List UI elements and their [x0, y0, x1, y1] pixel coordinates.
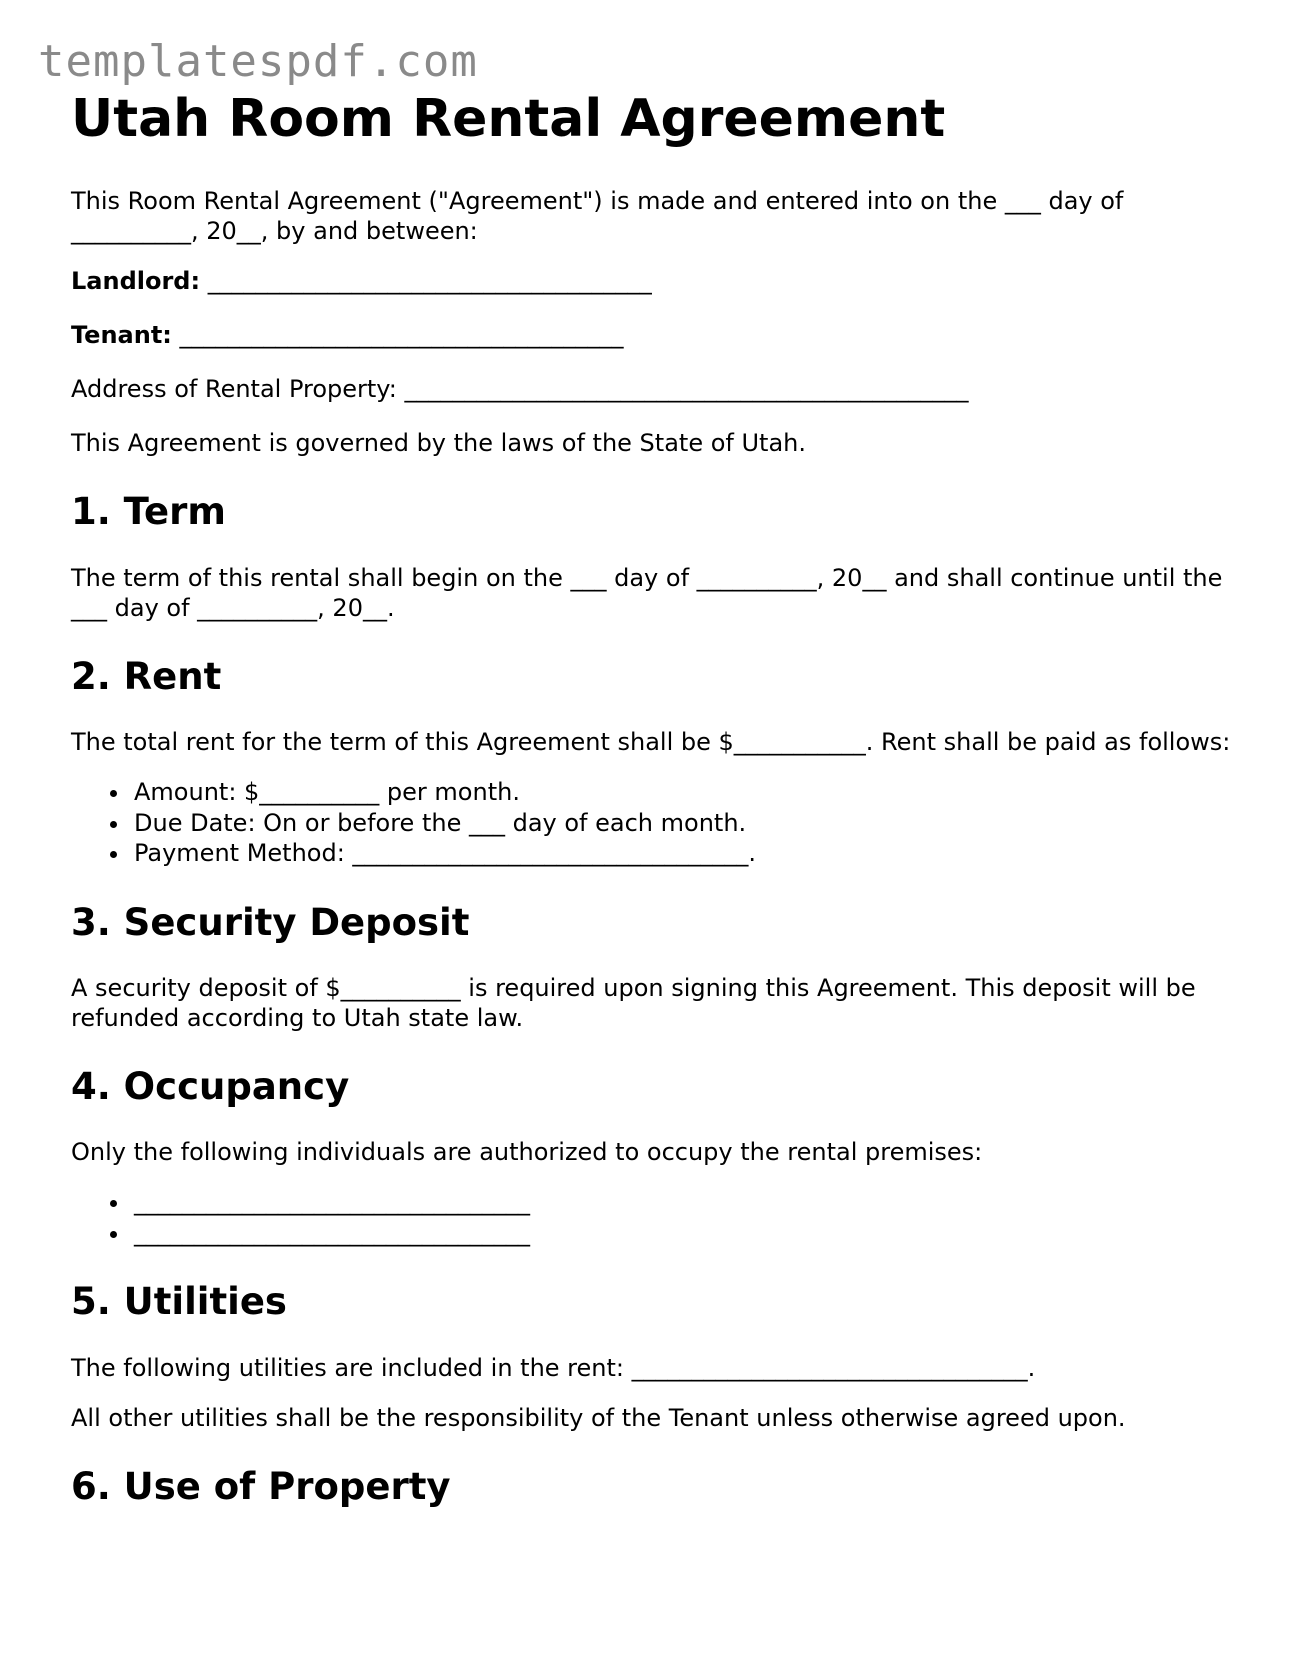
address-field: Address of Rental Property: _______________________________________________: [71, 375, 969, 404]
section-utilities-text-2: All other utilities shall be the responsibility of the Tenant unless otherwise agreed upon.: [71, 1403, 1126, 1432]
document-page: [71, 88, 1231, 1537]
list-item: Amount: $__________ per month.: [134, 777, 1231, 808]
section-term-text: The term of this rental shall begin on the ___ day of __________, 20__ and shall continue until the ___ day of __________, 20__.: [71, 563, 1223, 622]
watermark: templatespdf.com: [38, 36, 478, 87]
section-rent-heading: 2. Rent: [71, 654, 222, 698]
rent-terms-list: [71, 777, 1231, 869]
section-occupancy-text: Only the following individuals are authorized to occupy the rental premises:: [71, 1138, 983, 1167]
intro-paragraph: This Room Rental Agreement ("Agreement") is made and entered into on the ___ day of __________, 20__, by and between:: [71, 187, 1124, 246]
section-utilities-heading: 5. Utilities: [71, 1280, 287, 1324]
list-item: _________________________________: [134, 1218, 1231, 1249]
section-term-heading: 1. Term: [71, 490, 226, 534]
tenant-blank: _____________________________________: [179, 321, 624, 350]
landlord-label: Landlord:: [71, 267, 201, 296]
document-title: Utah Room Rental Agreement: [71, 89, 946, 149]
governing-law-text: This Agreement is governed by the laws of the State of Utah.: [71, 429, 806, 458]
list-item: Payment Method: _________________________________.: [134, 838, 1231, 869]
section-utilities-text: The following utilities are included in the rent: _________________________________.: [71, 1353, 1036, 1382]
section-deposit-heading: 3. Security Deposit: [71, 900, 470, 944]
list-item: Due Date: On or before the ___ day of each month.: [134, 808, 1231, 839]
section-use-heading: 6. Use of Property: [71, 1464, 451, 1508]
occupants-list: [71, 1187, 1231, 1248]
section-deposit-text: A security deposit of $__________ is required upon signing this Agreement. This deposit will be refunded according to Utah state law.: [71, 974, 1196, 1033]
list-item: _________________________________: [134, 1187, 1231, 1218]
section-occupancy-heading: 4. Occupancy: [71, 1065, 350, 1109]
landlord-field: [71, 266, 1231, 296]
tenant-field: [71, 320, 1231, 350]
tenant-label: Tenant:: [71, 321, 172, 350]
landlord-blank: _____________________________________: [207, 267, 652, 296]
section-rent-text: The total rent for the term of this Agreement shall be $___________. Rent shall be paid as follows:: [71, 728, 1231, 757]
